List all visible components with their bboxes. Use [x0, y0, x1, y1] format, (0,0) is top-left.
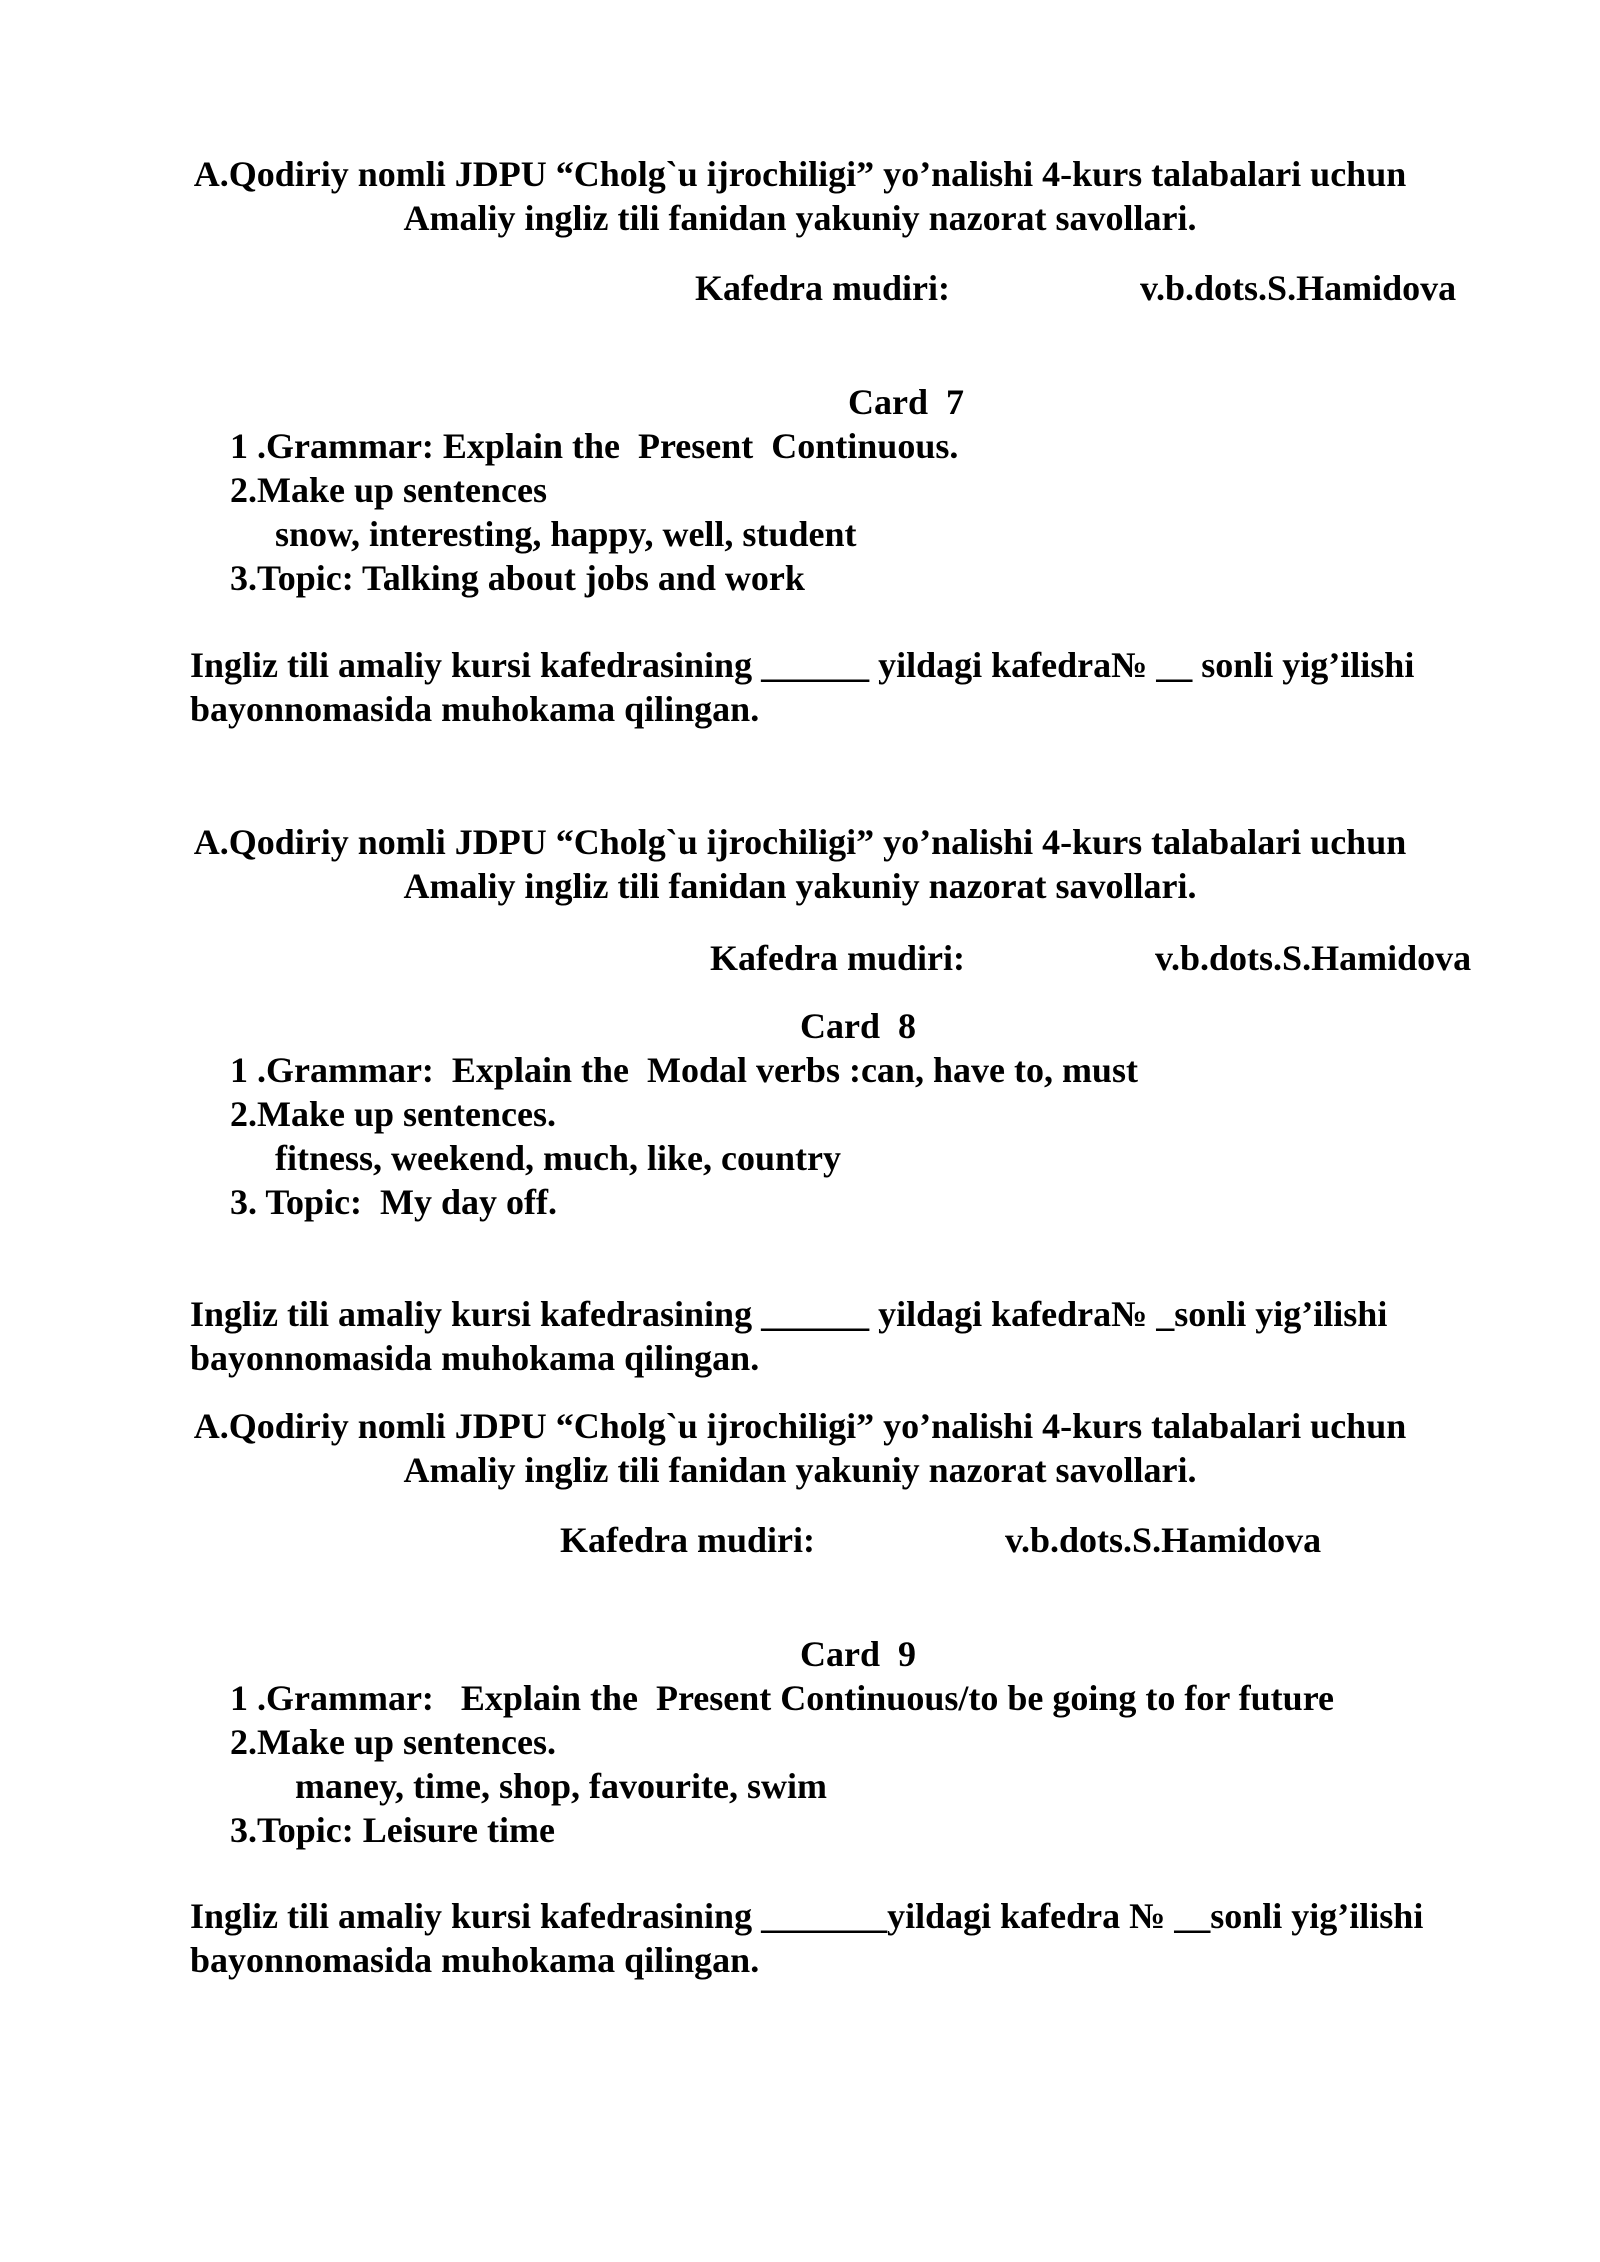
card-header-line1: A.Qodiriy nomli JDPU “Cholg`u ijrochiligi” yo’nalishi 4-kurs talabalari uchun — [193, 1406, 1407, 1446]
question-1: 1 .Grammar: Explain the Modal verbs :can, have to, must — [230, 1050, 1138, 1090]
card-title: Card 7 — [848, 382, 964, 422]
card-title: Card 9 — [800, 1634, 916, 1674]
question-2: 2.Make up sentences. — [230, 1094, 556, 1134]
card-footer-line1: Ingliz tili amaliy kursi kafedrasining ______ yildagi kafedra№ __ sonli yig’ilishi — [190, 645, 1415, 685]
card-header-line1: A.Qodiriy nomli JDPU “Cholg`u ijrochiligi” yo’nalishi 4-kurs talabalari uchun — [193, 154, 1407, 194]
head-of-department-label: Kafedra mudiri: — [710, 938, 965, 978]
question-3: 3.Topic: Leisure time — [230, 1810, 555, 1850]
head-of-department-name: v.b.dots.S.Hamidova — [1005, 1520, 1322, 1560]
card-header-line1: A.Qodiriy nomli JDPU “Cholg`u ijrochiligi” yo’nalishi 4-kurs talabalari uchun — [193, 822, 1407, 862]
card-title: Card 8 — [800, 1006, 916, 1046]
question-2: 2.Make up sentences — [230, 470, 547, 510]
card-footer-line2: bayonnomasida muhokama qilingan. — [190, 1338, 760, 1378]
head-of-department-name: v.b.dots.S.Hamidova — [1140, 268, 1457, 308]
card-footer-line2: bayonnomasida muhokama qilingan. — [190, 1940, 760, 1980]
question-2-words: fitness, weekend, much, like, country — [275, 1138, 841, 1178]
question-2-words: maney, time, shop, favourite, swim — [295, 1766, 827, 1806]
head-of-department-name: v.b.dots.S.Hamidova — [1155, 938, 1472, 978]
head-of-department-label: Kafedra mudiri: — [695, 268, 950, 308]
card-header-line2: Amaliy ingliz tili fanidan yakuniy nazorat savollari. — [403, 198, 1197, 238]
question-1: 1 .Grammar: Explain the Present Continuous/to be going to for future — [230, 1678, 1334, 1718]
question-3: 3. Topic: My day off. — [230, 1182, 558, 1222]
card-header-line2: Amaliy ingliz tili fanidan yakuniy nazorat savollari. — [403, 866, 1197, 906]
question-1: 1 .Grammar: Explain the Present Continuous. — [230, 426, 959, 466]
question-2-words: snow, interesting, happy, well, student — [275, 514, 857, 554]
card-footer-line2: bayonnomasida muhokama qilingan. — [190, 689, 760, 729]
card-footer-line1: Ingliz tili amaliy kursi kafedrasining _______yildagi kafedra № __sonli yig’ilishi — [190, 1896, 1424, 1936]
card-header-line2: Amaliy ingliz tili fanidan yakuniy nazorat savollari. — [403, 1450, 1197, 1490]
question-3: 3.Topic: Talking about jobs and work — [230, 558, 805, 598]
card-footer-line1: Ingliz tili amaliy kursi kafedrasining ______ yildagi kafedra№ _sonli yig’ilishi — [190, 1294, 1388, 1334]
question-2: 2.Make up sentences. — [230, 1722, 556, 1762]
head-of-department-label: Kafedra mudiri: — [560, 1520, 815, 1560]
